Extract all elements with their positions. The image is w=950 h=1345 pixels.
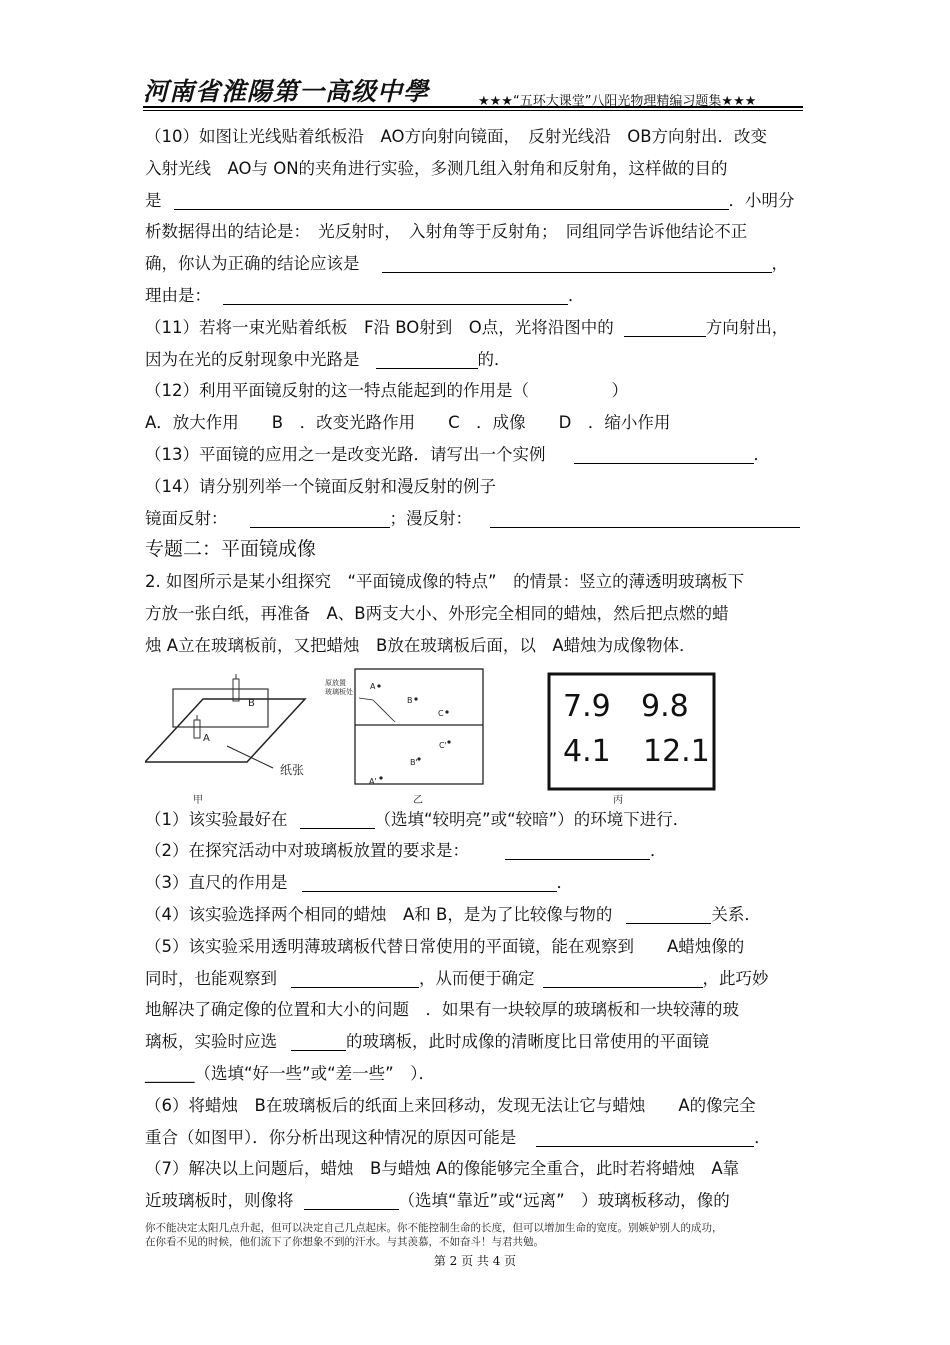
experiment-figures <box>145 664 810 804</box>
answer-blank-direction[interactable] <box>624 318 706 337</box>
sub-q7-line-2: 近玻璃板时，则像将 （选填“靠近”或“远离” ）玻璃板移动，像的 <box>145 1191 730 1211</box>
q11-line-1: （11）若将一束光贴着纸板 F沿 BO射到 O点，光将沿图中的 方向射出， <box>145 317 789 337</box>
sub-q5-line-3: 地解决了确定像的位置和大小的问题 ．如果有一块较厚的玻璃板和一块较薄的玻 <box>145 1000 739 1020</box>
q14-line-1: （14）请分别列举一个镜面反射和漫反射的例子 <box>145 476 496 496</box>
motivational-quote <box>145 1221 723 1249</box>
measure-value-2: 9.8 <box>641 688 689 724</box>
answer-blank-glass-choice[interactable] <box>291 1032 346 1051</box>
problem2-line-2: 方放一张白纸，再准备 A、B两支大小、外形完全相同的蜡烛，然后把点燃的蜡 <box>145 603 729 623</box>
series-title: ★★★“五环大课堂”八阳光物理精编习题集★★★ <box>478 94 757 109</box>
school-name: 河南省淮陽第一高级中學 <box>143 77 430 106</box>
answer-blank-conclusion[interactable] <box>382 254 772 273</box>
answer-blank-cause[interactable] <box>536 1128 754 1147</box>
figure-yi <box>325 669 483 804</box>
q10-line-5: 确，你认为正确的结论应该是 ， <box>145 254 788 274</box>
figure-bing <box>549 674 714 804</box>
point-c-label: C <box>438 708 444 718</box>
point-a-prime-label: A' <box>369 776 377 786</box>
sub-q5-line-1: （5）该实验采用透明薄玻璃板代替日常使用的平面镜，能在观察到 A蜡烛像的 <box>145 936 745 956</box>
answer-blank-environment[interactable] <box>300 810 375 829</box>
measure-value-4: 12.1 <box>643 733 710 769</box>
answer-blank-purpose[interactable] <box>174 191 729 210</box>
problem2-line-1: 2. 如图所示是某小组探究 “平面镜成像的特点” 的情景：竖立的薄透明玻璃板下 <box>145 572 745 592</box>
point-a-label: A <box>370 681 376 691</box>
figure-bing-caption: 丙 <box>613 794 623 804</box>
sub-q5-line-5: ______（选填“好一些”或“差一些” ）． <box>145 1063 435 1083</box>
figure-jia <box>145 674 305 804</box>
header-rule <box>143 106 803 108</box>
q10-line-6: 理由是： ． <box>145 285 585 305</box>
measure-value-3: 4.1 <box>563 733 611 769</box>
sub-q7-line-1: （7）解决以上问题后，蜡烛 B与蜡烛 A的像能够完全重合，此时若将蜡烛 A靠 <box>145 1159 740 1179</box>
q14-line-2: 镜面反射： ；漫反射： <box>145 503 810 535</box>
answer-blank-glass-placement[interactable] <box>505 841 650 860</box>
q11-line-2: 因为在光的反射现象中光路是 的． <box>145 349 511 369</box>
quote-line-1: 你不能决定太阳几点升起，但可以决定自己几点起床。你不能控制生命的长度，但可以增加生命的宽度。别嫉妒别人的成功， <box>145 1222 723 1234</box>
answer-blank-diffuse[interactable] <box>490 509 800 528</box>
answer-blank-image-move[interactable] <box>304 1191 399 1210</box>
answer-blank-reason[interactable] <box>223 286 568 305</box>
measure-value-1: 7.9 <box>563 688 611 724</box>
answer-blank-ruler[interactable] <box>302 873 557 892</box>
answer-blank-example[interactable] <box>574 445 754 464</box>
answer-blank-observe[interactable] <box>291 969 419 988</box>
sub-q5-line-2: 同时，也能观察到 ，从而便于确定 ，此巧妙 <box>145 968 769 988</box>
quote-line-2: 在你看不见的时候，他们流下了你想象不到的汗水。与其羡慕，不如奋斗！与君共勉。 <box>145 1236 544 1248</box>
q10-line-2: 入射光线 AO与 ON的夹角进行实验，多测几组入射角和反射角，这样做的目的 <box>145 158 728 178</box>
answer-blank-determine[interactable] <box>543 969 703 988</box>
problem2-line-3: 烛 A立在玻璃板前，又把蜡烛 B放在玻璃板后面，以 A蜡烛为成像物体． <box>145 635 696 655</box>
topic-two-heading: 专题二：平面镜成像 <box>145 538 317 561</box>
q10-line-3: 是 ．小明分 <box>145 190 795 210</box>
sub-q6-line-2: 重合（如图甲）．你分析出现这种情况的原因可能是 ． <box>145 1127 771 1147</box>
paper-label: 纸张 <box>280 762 305 777</box>
point-b-label: B <box>407 695 413 705</box>
sub-q6-line-1: （6）将蜡烛 B在玻璃板后的纸面上来回移动，发现无法让它与蜡烛 A的像完全 <box>145 1095 756 1115</box>
header-rule-thin <box>143 110 803 111</box>
sub-q1: （1）该实验最好在 （选填“较明亮”或“较暗”）的环境下进行． <box>145 809 690 829</box>
sub-q5-line-4: 璃板，实验时应选 的玻璃板，此时成像的清晰度比日常使用的平面镜 <box>145 1032 709 1052</box>
sub-q4: （4）该实验选择两个相同的蜡烛 A和 B，是为了比较像与物的 关系． <box>145 904 761 924</box>
candle-a-label: A <box>203 732 210 744</box>
glass-note-1: 原放置 <box>325 678 346 687</box>
answer-blank-specular[interactable] <box>250 509 390 528</box>
q10-line-4: 析数据得出的结论是： 光反射时， 入射角等于反射角； 同组同学告诉他结论不正 <box>145 222 748 242</box>
q12-line-1: （12）利用平面镜反射的这一特点能起到的作用是（ ） <box>145 381 628 401</box>
q12-options: A．放大作用 B ．改变光路作用 C ．成像 D ．缩小作用 <box>145 413 671 433</box>
answer-blank-path[interactable] <box>376 350 478 369</box>
q10-line-1: （10）如图让光线贴着纸板沿 AO方向射向镜面， 反射光线沿 OB方向射出．改变 <box>145 127 768 146</box>
figures-row <box>145 664 810 804</box>
point-b-prime-label: B' <box>410 757 418 767</box>
figure-jia-caption: 甲 <box>193 794 203 804</box>
candle-b-label: B <box>248 697 255 709</box>
sub-q3: （3）直尺的作用是 ． <box>145 873 573 893</box>
glass-note-2: 玻璃板处 <box>325 687 353 696</box>
q13-line: （13）平面镜的应用之一是改变光路．请写出一个实例 ． <box>145 444 770 464</box>
figure-yi-caption: 乙 <box>413 794 423 804</box>
point-c-prime-label: C' <box>439 740 447 750</box>
sub-q2: （2）在探究活动中对玻璃板放置的要求是： ． <box>145 841 667 861</box>
page-number: 第 2 页 共 4 页 <box>433 1254 517 1268</box>
page-content <box>145 121 810 1217</box>
answer-blank-relation[interactable] <box>626 905 711 924</box>
